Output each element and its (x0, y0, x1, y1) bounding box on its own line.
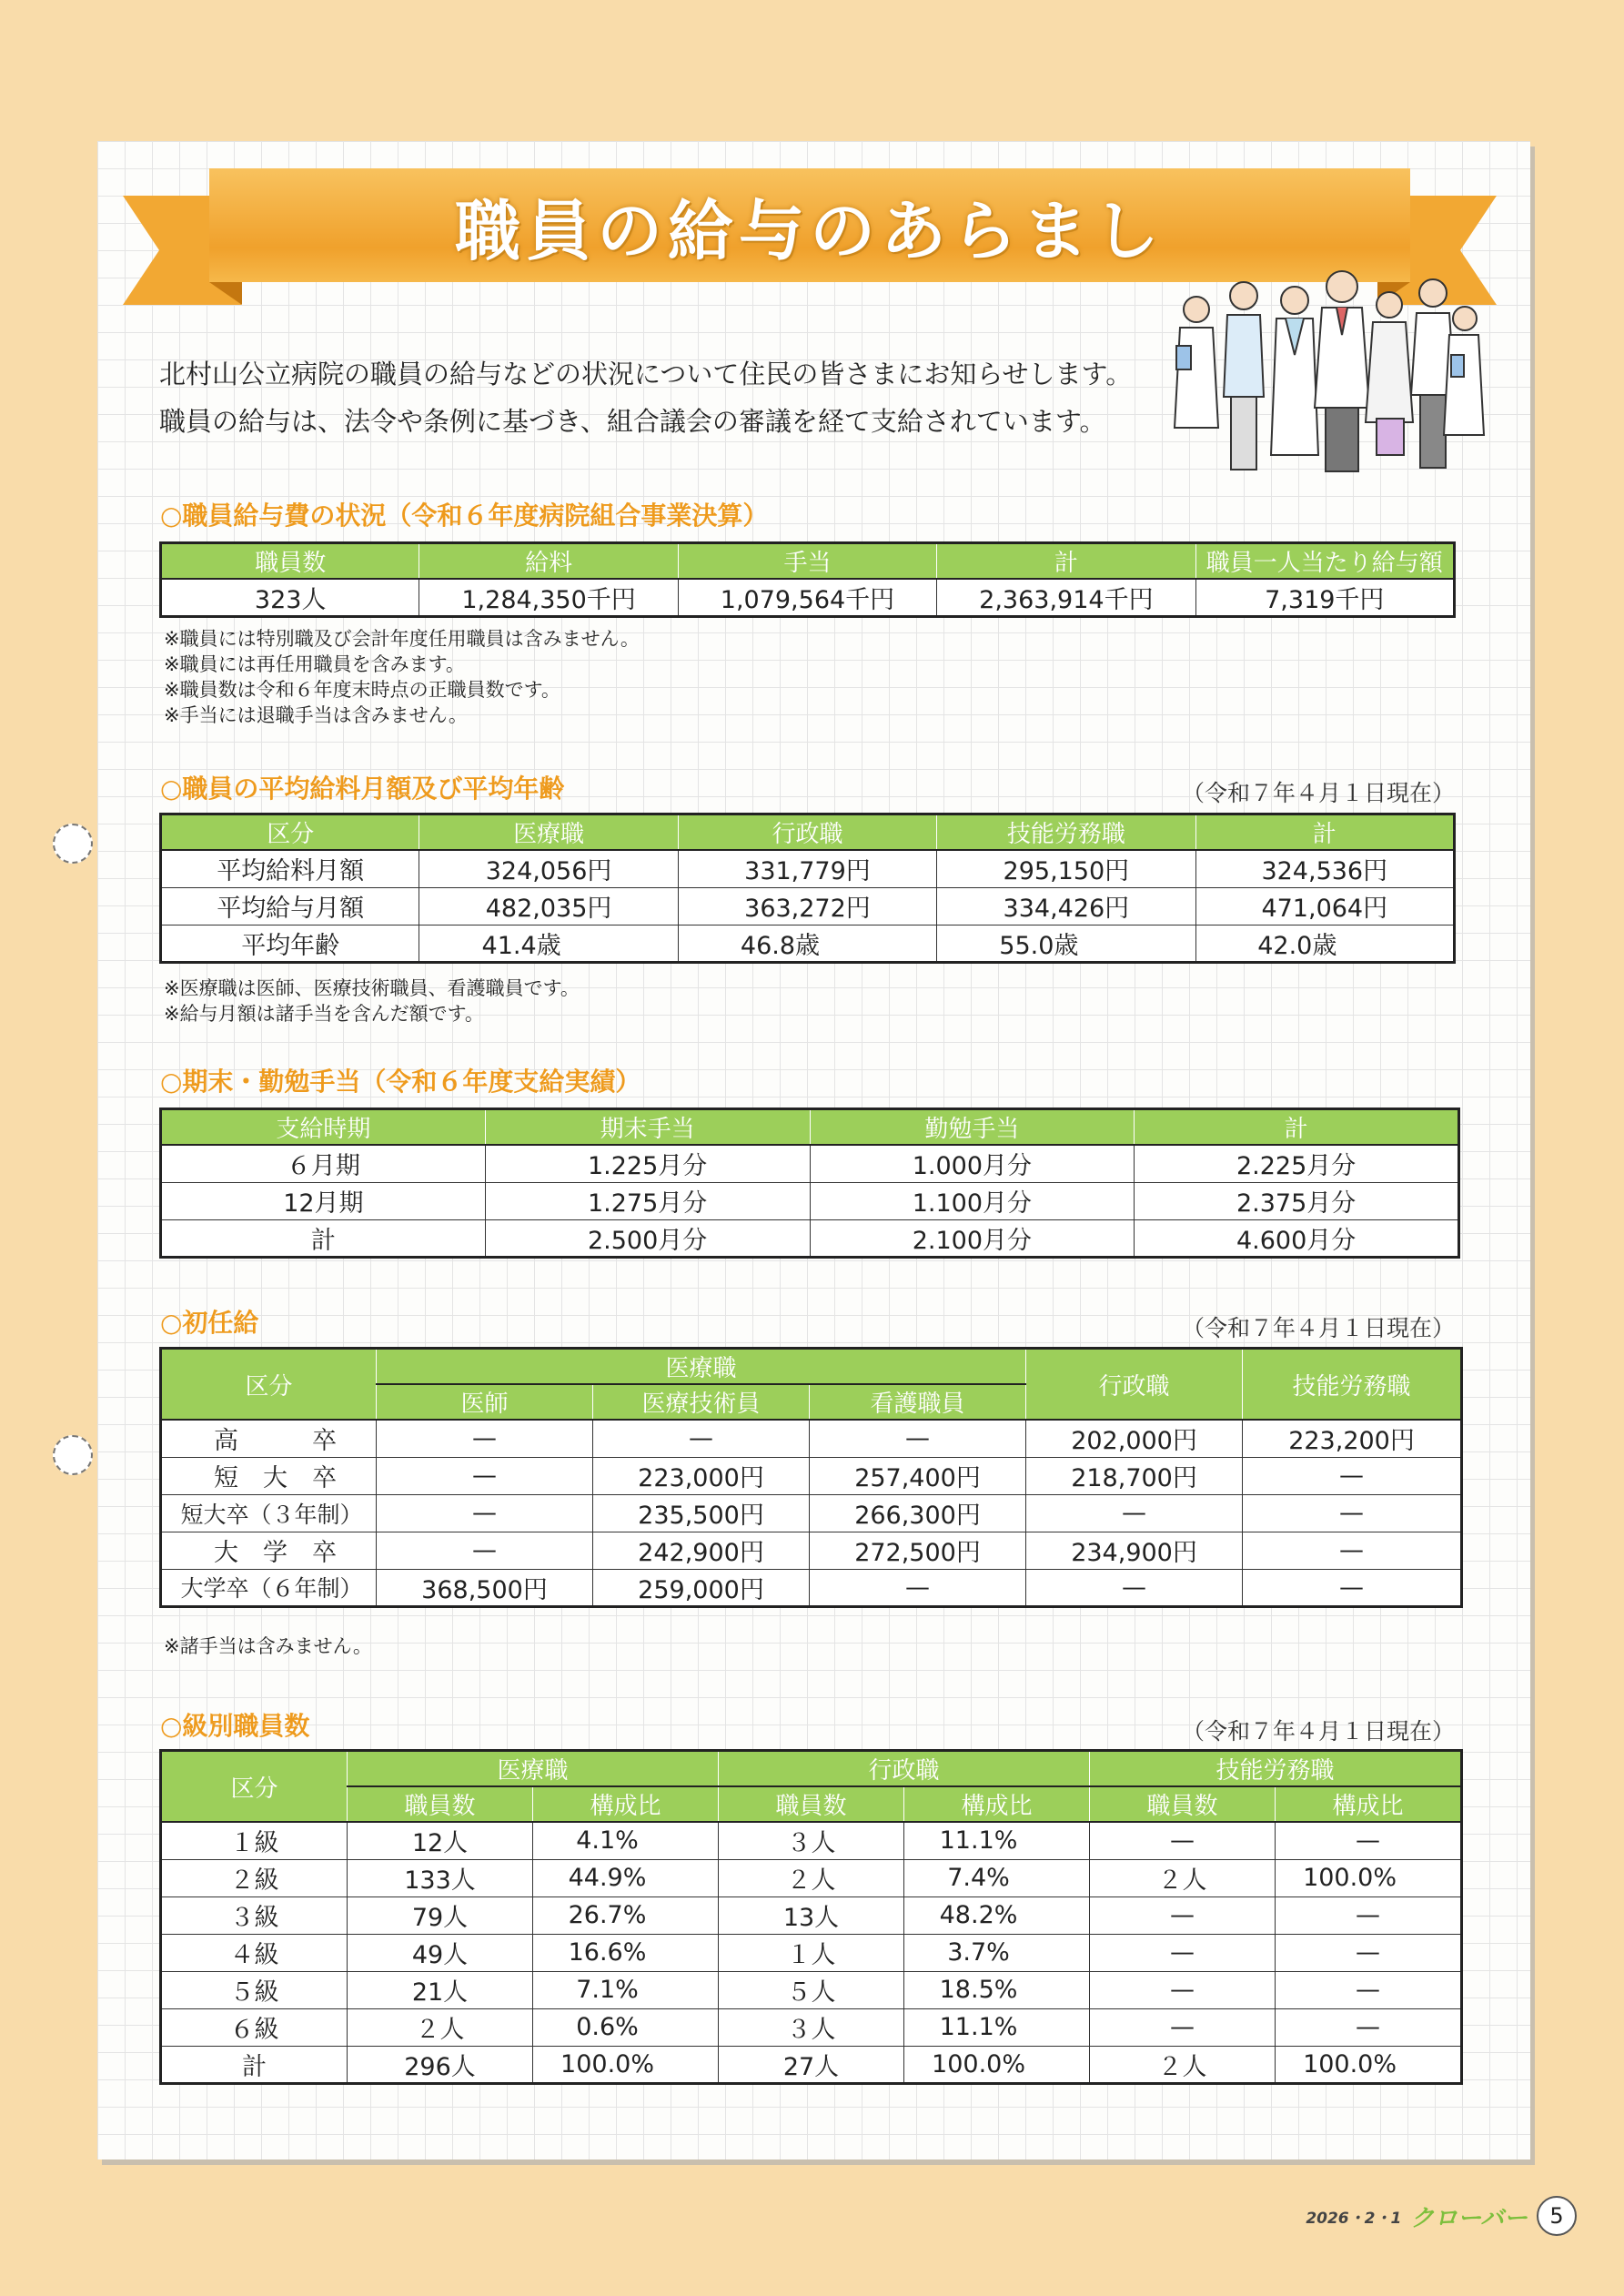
table-row (161, 887, 1455, 925)
table-row (161, 1457, 1462, 1494)
table-header: 勤勉手当 (810, 1109, 1135, 1146)
row-label: ３級 (161, 1896, 348, 1934)
table-header: 支給時期 (161, 1109, 486, 1146)
section-title-average-salary: ○職員の平均給料月額及び平均年齢 (160, 774, 565, 804)
table-cell: 266,300円 (810, 1494, 1026, 1532)
section-title-starting-salary: ○初任給 (160, 1308, 259, 1338)
row-label: 大学卒（６年制） (161, 1569, 377, 1606)
punch-hole-bottom (53, 1435, 93, 1475)
table-cell: 2.225月分 (1135, 1145, 1459, 1182)
row-label: 計 (161, 1219, 486, 1257)
table-cell: 27人 (719, 2046, 904, 2083)
row-label: ２級 (161, 1859, 348, 1896)
table-cell: 55.0歳 (937, 925, 1195, 962)
table-cell: — (1276, 1934, 1462, 1971)
table-row (161, 1145, 1459, 1182)
row-label: 計 (161, 2046, 348, 2083)
table-cell: — (810, 1420, 1026, 1457)
punch-hole-top (53, 824, 93, 864)
table-cell: 1.100月分 (810, 1182, 1135, 1219)
table-cell: 46.8歳 (678, 925, 936, 962)
table-row (161, 1532, 1462, 1569)
table-header: 医療職 (377, 1349, 1026, 1385)
table-cell: ２人 (1090, 2046, 1276, 2083)
table-subheader: 職員数 (719, 1786, 904, 1822)
table-cell: 16.6% (533, 1934, 719, 1971)
table-subheader: 構成比 (1276, 1786, 1462, 1822)
table-row (161, 1494, 1462, 1532)
table-cell: 234,900円 (1026, 1532, 1243, 1569)
table-cell: 11.1% (904, 1822, 1090, 1859)
bonus-table (159, 1108, 1460, 1259)
table-cell: 13人 (719, 1896, 904, 1934)
row-label: ５級 (161, 1971, 348, 2008)
average-salary-notes (164, 976, 580, 1027)
page-number: 5 (1537, 2196, 1577, 2236)
table-cell: 368,500円 (377, 1569, 593, 1606)
table-row (161, 850, 1455, 887)
table-header: 計 (1135, 1109, 1459, 1146)
row-label: 平均年齢 (161, 925, 419, 962)
table-cell: — (1090, 1934, 1276, 1971)
as-of-date: （令和７年４月１日現在） (1181, 1718, 1455, 1745)
average-salary-table (159, 813, 1456, 964)
table-cell: 1.000月分 (810, 1145, 1135, 1182)
table-row (161, 925, 1455, 962)
table-cell: ５人 (719, 1971, 904, 2008)
table-header: 行政職 (1026, 1349, 1243, 1421)
table-cell: 2.500月分 (485, 1219, 810, 1257)
starting-salary-note: ※諸手当は含みません。 (164, 1635, 372, 1657)
table-row (161, 1420, 1462, 1457)
table-cell: 133人 (348, 1859, 533, 1896)
row-label: 短大卒（３年制） (161, 1494, 377, 1532)
staff-by-grade-table (159, 1749, 1463, 2085)
table-cell: — (1276, 1971, 1462, 2008)
table-cell: — (377, 1457, 593, 1494)
table-cell: 100.0% (533, 2046, 719, 2083)
salary-costs-table (159, 541, 1456, 618)
table-cell: 1.225月分 (485, 1145, 810, 1182)
table-cell: 12人 (348, 1822, 533, 1859)
newsletter-logo: クローバー (1410, 2204, 1528, 2232)
table-header: 区分 (161, 1349, 377, 1421)
table-header: 期末手当 (485, 1109, 810, 1146)
intro-line-2: 職員の給与は、法令や条例に基づき、組合議会の審議を経て支給されています。 (159, 406, 1106, 437)
table-header: 医療職 (419, 814, 678, 851)
table-cell: 79人 (348, 1896, 533, 1934)
table-cell: — (1276, 2008, 1462, 2046)
table-cell: 7.1% (533, 1971, 719, 2008)
table-cell: 18.5% (904, 1971, 1090, 2008)
table-cell: 11.1% (904, 2008, 1090, 2046)
table-header: 技能労務職 (1090, 1751, 1462, 1787)
section-title-staff-by-grade: ○級別職員数 (160, 1711, 310, 1741)
table-cell: — (593, 1420, 810, 1457)
table-cell: 323人 (161, 579, 419, 617)
table-cell: 1,284,350千円 (419, 579, 678, 617)
table-row (161, 1896, 1462, 1934)
table-header: 計 (1195, 814, 1454, 851)
table-header: 職員数 (161, 543, 419, 580)
table-cell: 48.2% (904, 1896, 1090, 1934)
issue-date: 2026・2・1 (1306, 2209, 1402, 2228)
table-cell: ２人 (1090, 1859, 1276, 1896)
table-row (161, 1219, 1459, 1257)
table-cell: 334,426円 (937, 887, 1195, 925)
table-cell: 257,400円 (810, 1457, 1026, 1494)
table-cell: 0.6% (533, 2008, 719, 2046)
table-row (161, 1971, 1462, 2008)
table-cell: 2.375月分 (1135, 1182, 1459, 1219)
table-subheader: 構成比 (533, 1786, 719, 1822)
table-row (161, 1569, 1462, 1606)
table-header: 計 (937, 543, 1195, 580)
table-cell: 7,319千円 (1195, 579, 1454, 617)
table-cell: — (1090, 1971, 1276, 2008)
table-row (161, 2046, 1462, 2083)
table-subheader: 職員数 (1090, 1786, 1276, 1822)
table-header: 職員一人当たり給与額 (1195, 543, 1454, 580)
table-header: 技能労務職 (1243, 1349, 1462, 1421)
note: ※職員数は令和６年度末時点の正職員数です。 (164, 679, 560, 701)
table-cell: 2,363,914千円 (937, 579, 1195, 617)
page-footer (1306, 2196, 1577, 2236)
table-cell: 363,272円 (678, 887, 936, 925)
table-cell: — (1276, 1896, 1462, 1934)
table-cell: 26.7% (533, 1896, 719, 1934)
table-cell: — (1243, 1457, 1462, 1494)
table-cell: 324,056円 (419, 850, 678, 887)
table-header: 行政職 (719, 1751, 1090, 1787)
table-cell: — (377, 1494, 593, 1532)
table-cell: — (1090, 2008, 1276, 2046)
as-of-date: （令和７年４月１日現在） (1181, 1315, 1455, 1341)
table-cell: 223,200円 (1243, 1420, 1462, 1457)
note: ※職員には特別職及び会計年度任用職員は含みません。 (164, 628, 640, 650)
table-cell: — (377, 1532, 593, 1569)
table-subheader: 構成比 (904, 1786, 1090, 1822)
table-cell: ２人 (348, 2008, 533, 2046)
note: ※給与月額は諸手当を含んだ額です。 (164, 1003, 484, 1025)
table-cell: 218,700円 (1026, 1457, 1243, 1494)
table-cell: 100.0% (1276, 2046, 1462, 2083)
table-cell: 100.0% (1276, 1859, 1462, 1896)
table-cell: 4.1% (533, 1822, 719, 1859)
table-cell: 100.0% (904, 2046, 1090, 2083)
table-cell: ２人 (719, 1859, 904, 1896)
row-label: ６月期 (161, 1145, 486, 1182)
salary-costs-notes (164, 626, 640, 728)
table-cell: 482,035円 (419, 887, 678, 925)
table-cell: 242,900円 (593, 1532, 810, 1569)
table-header: 給料 (419, 543, 678, 580)
table-row (161, 1182, 1459, 1219)
table-cell: 295,150円 (937, 850, 1195, 887)
table-cell: 1.275月分 (485, 1182, 810, 1219)
table-cell: — (1026, 1569, 1243, 1606)
table-row (161, 1934, 1462, 1971)
table-cell: １人 (719, 1934, 904, 1971)
row-label: 短 大 卒 (161, 1457, 377, 1494)
note: ※医療職は医師、医療技術職員、看護職員です。 (164, 977, 580, 999)
row-label: 大 学 卒 (161, 1532, 377, 1569)
table-header: 区分 (161, 1751, 348, 1823)
row-label: 平均給与月額 (161, 887, 419, 925)
table-row (161, 1859, 1462, 1896)
table-cell: 41.4歳 (419, 925, 678, 962)
table-cell: 2.100月分 (810, 1219, 1135, 1257)
row-label: ４級 (161, 1934, 348, 1971)
intro-line-1: 北村山公立病院の職員の給与などの状況について住民の皆さまにお知らせします。 (159, 359, 1133, 389)
table-cell: 42.0歳 (1195, 925, 1454, 962)
table-cell: — (1090, 1896, 1276, 1934)
section-title-bonus: ○期末・勤勉手当（令和６年度支給実績） (160, 1067, 641, 1097)
table-header: 行政職 (678, 814, 936, 851)
as-of-date: （令和７年４月１日現在） (1181, 780, 1455, 806)
table-header: 区分 (161, 814, 419, 851)
table-cell: 4.600月分 (1135, 1219, 1459, 1257)
row-label: ６級 (161, 2008, 348, 2046)
table-cell: 272,500円 (810, 1532, 1026, 1569)
table-cell: — (1026, 1494, 1243, 1532)
table-subheader: 医療技術員 (593, 1384, 810, 1420)
table-cell: 44.9% (533, 1859, 719, 1896)
table-cell: — (1090, 1822, 1276, 1859)
page-title: 職員の給与のあらまし (454, 192, 1165, 269)
table-subheader: 看護職員 (810, 1384, 1026, 1420)
section-title-salary-costs: ○職員給与費の状況（令和６年度病院組合事業決算） (160, 501, 769, 531)
intro-text (159, 350, 1132, 445)
table-cell: 259,000円 (593, 1569, 810, 1606)
table-cell: 471,064円 (1195, 887, 1454, 925)
table-cell: 324,536円 (1195, 850, 1454, 887)
medical-staff-illustration (1160, 264, 1488, 501)
row-label: 高 卒 (161, 1420, 377, 1457)
table-cell: — (1243, 1494, 1462, 1532)
table-cell: 223,000円 (593, 1457, 810, 1494)
table-cell: 331,779円 (678, 850, 936, 887)
table-cell: 3.7% (904, 1934, 1090, 1971)
table-cell: — (1276, 1822, 1462, 1859)
note: ※手当には退職手当は含みません。 (164, 704, 468, 726)
table-subheader: 職員数 (348, 1786, 533, 1822)
table-cell: 296人 (348, 2046, 533, 2083)
table-cell: 235,500円 (593, 1494, 810, 1532)
table-subheader: 医師 (377, 1384, 593, 1420)
table-cell: ３人 (719, 1822, 904, 1859)
table-row (161, 1822, 1462, 1859)
table-header: 手当 (678, 543, 936, 580)
table-cell: 7.4% (904, 1859, 1090, 1896)
table-cell: — (810, 1569, 1026, 1606)
table-header: 技能労務職 (937, 814, 1195, 851)
row-label: 12月期 (161, 1182, 486, 1219)
table-cell: — (377, 1420, 593, 1457)
starting-salary-table (159, 1347, 1463, 1608)
table-row (161, 2008, 1462, 2046)
note: ※職員には再任用職員を含みます。 (164, 653, 465, 675)
table-cell: 21人 (348, 1971, 533, 2008)
table-cell: 202,000円 (1026, 1420, 1243, 1457)
table-cell: — (1243, 1569, 1462, 1606)
row-label: 平均給料月額 (161, 850, 419, 887)
table-header: 医療職 (348, 1751, 719, 1787)
table-cell: — (1243, 1532, 1462, 1569)
table-cell: 49人 (348, 1934, 533, 1971)
table-cell: ３人 (719, 2008, 904, 2046)
table-cell: 1,079,564千円 (678, 579, 936, 617)
row-label: １級 (161, 1822, 348, 1859)
